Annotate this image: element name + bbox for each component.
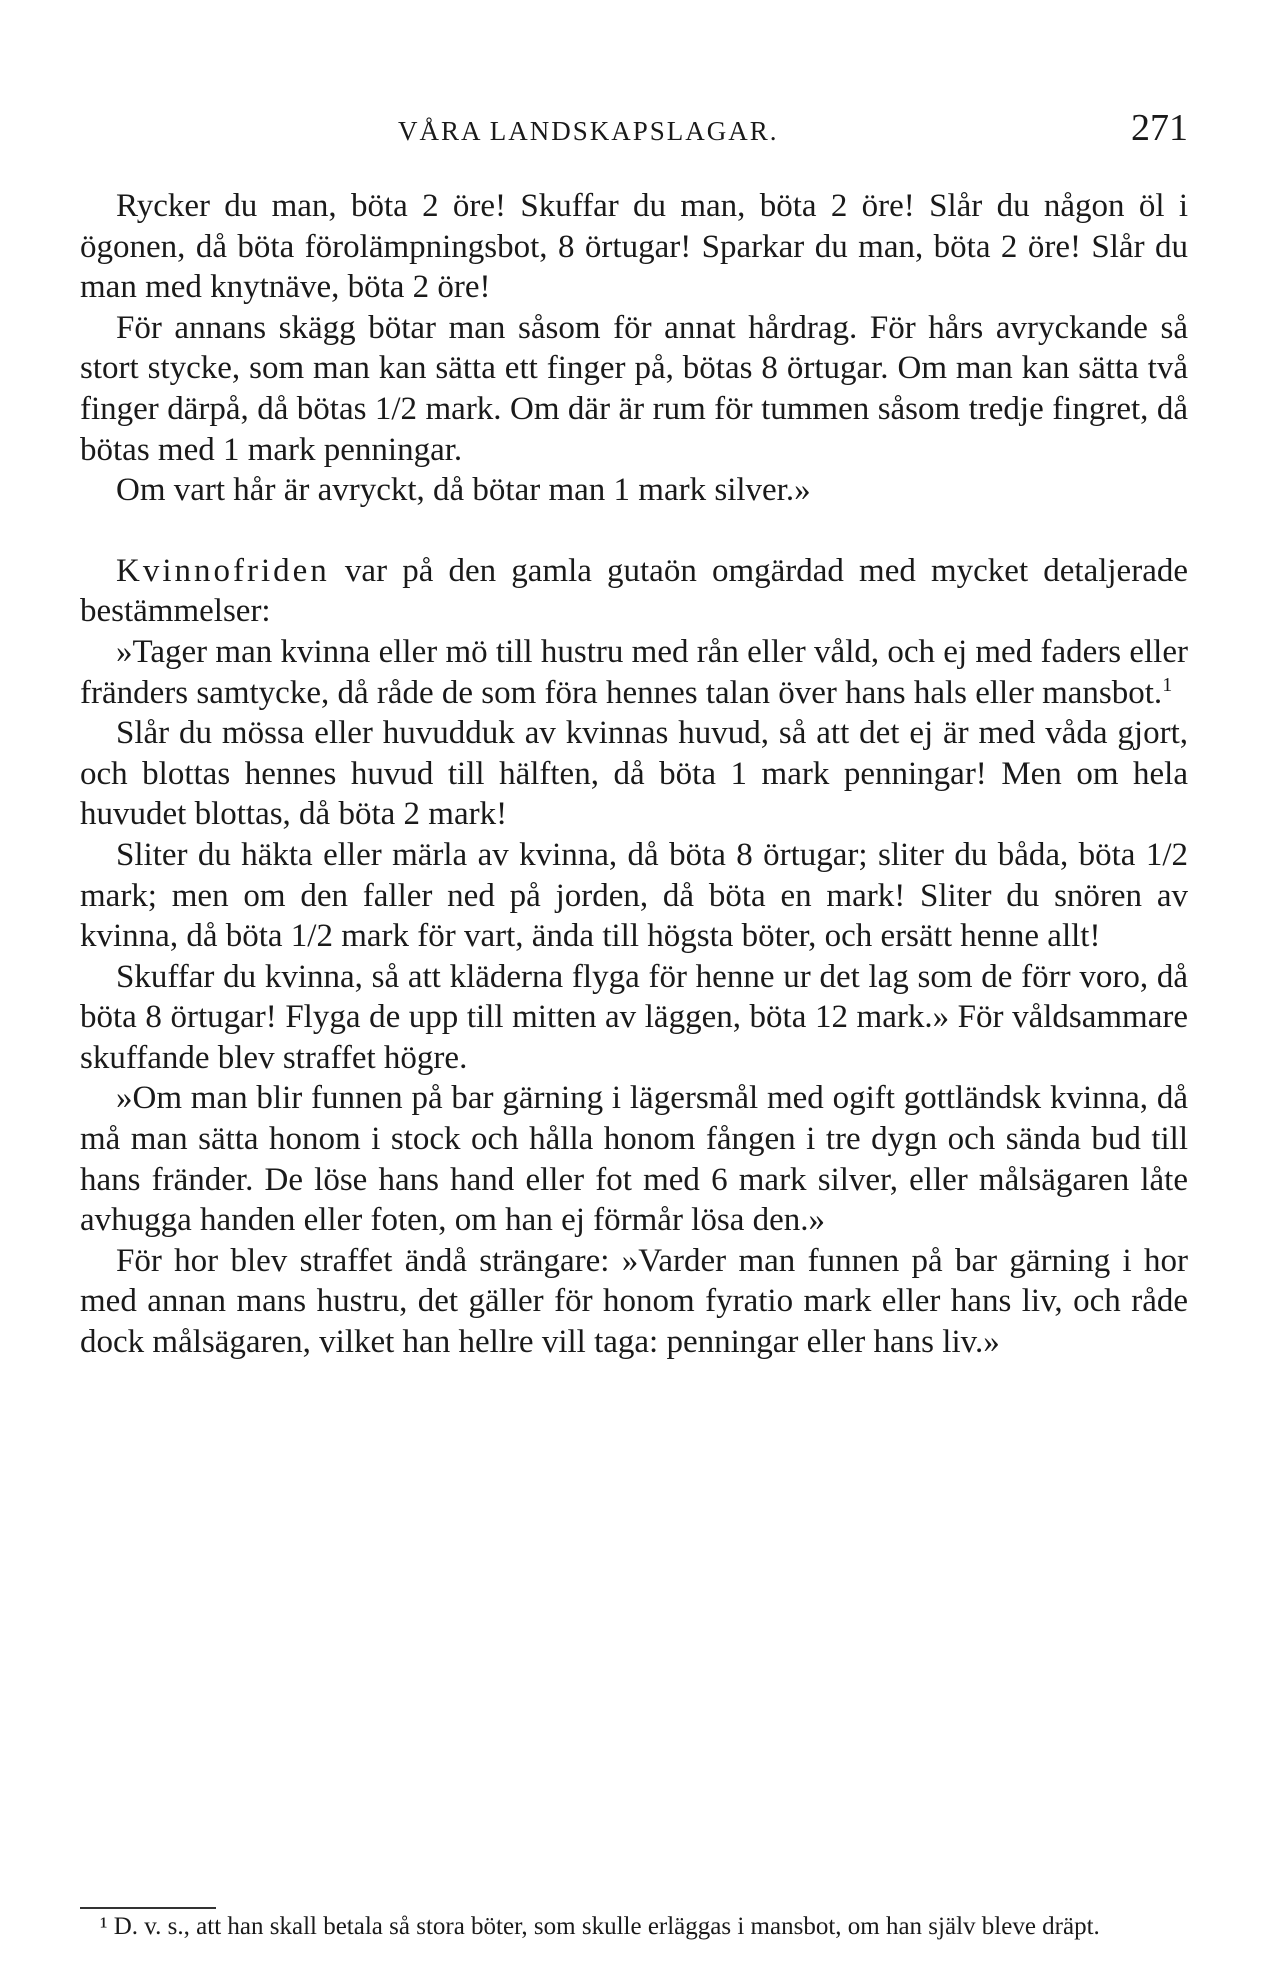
paragraph-with-footnote	[80, 632, 1188, 713]
footnote-divider	[80, 1907, 216, 1909]
paragraph-kvinnofriden	[80, 551, 1188, 632]
paragraph-text: var på den gamla gutaön omgärdad med mycket detaljerade bestämmelser:	[80, 552, 1188, 630]
footnote: ¹ D. v. s., att han skall betala så stora böter, som skulle erläggas i mansbot, om han själv bleve dräpt.	[100, 1913, 1100, 1940]
paragraph: För hor blev straffet ändå strängare: »Varder man funnen på bar gärning i hor med annan mans hustru, det gäller för honom fyratio mark eller hans liv, och råde dock målsägaren, vilket han hellre vill taga: penningar eller hans liv.»	[80, 1242, 1188, 1361]
paragraph: Rycker du man, böta 2 öre! Skuffar du man, böta 2 öre! Slår du någon öl i ögonen, då böta förolämpningsbot, 8 örtugar! Sparkar du man, böta 2 öre! Slår du man med knytnäve, böta 2 öre!	[80, 188, 1188, 306]
spaced-emphasis: Kvinnofriden	[116, 552, 330, 589]
paragraph: Slår du mössa eller huvudduk av kvinnas huvud, så att det ej är med våda gjort, och blottas hennes huvud till hälften, då böta 1 mark penningar! Men om hela huvudet blottas, då böta 2 mark!	[80, 715, 1188, 833]
paragraph: »Om man blir funnen på bar gärning i lägersmål med ogift gottländsk kvinna, då må man sätta honom i stock och hålla honom fången i tre dygn och sända bud till hans fränder. De löse hans hand eller fot med 6 mark silver, eller målsägaren låte avhugga handen eller foten, om han ej förmår lösa den.»	[80, 1080, 1188, 1239]
page-number: 271	[1131, 107, 1188, 149]
paragraph: Om vart hår är avryckt, då bötar man 1 mark silver.»	[116, 472, 811, 509]
paragraph: Skuffar du kvinna, så att kläderna flyga för henne ur det lag som de förr voro, då böta 8 örtugar! Flyga de upp till mitten av läggen, böta 12 mark.» För våldsammare skuffande blev straffet högre.	[80, 958, 1188, 1076]
running-head	[80, 106, 1188, 154]
footnotes	[80, 1912, 1188, 1942]
body-text	[80, 186, 1188, 1363]
footnote-marker: 1	[1162, 673, 1173, 696]
paragraph: För annans skägg bötar man såsom för annat hårdrag. För hårs avryckande så stort stycke, som man kan sätta ett finger på, bötas 8 örtugar. Om man kan sätta två finger därpå, då bötas 1/2 mark. Om där är rum för tummen såsom tredje fingret, då bötas med 1 mark penningar.	[80, 309, 1188, 468]
running-title: VÅRA LANDSKAPSLAGAR.	[398, 116, 779, 146]
paragraph-text: »Tager man kvinna eller mö till hustru med rån eller våld, och ej med faders eller fränders samtycke, då råde de som föra hennes talan över hans hals eller mansbot.	[80, 633, 1188, 711]
paragraph: Sliter du häkta eller märla av kvinna, då böta 8 örtugar; sliter du båda, böta 1/2 mark; men om den faller ned på jorden, då böta en mark! Sliter du snören av kvinna, då böta 1/2 mark för vart, ända till högsta böter, och ersätt henne allt!	[80, 836, 1188, 955]
